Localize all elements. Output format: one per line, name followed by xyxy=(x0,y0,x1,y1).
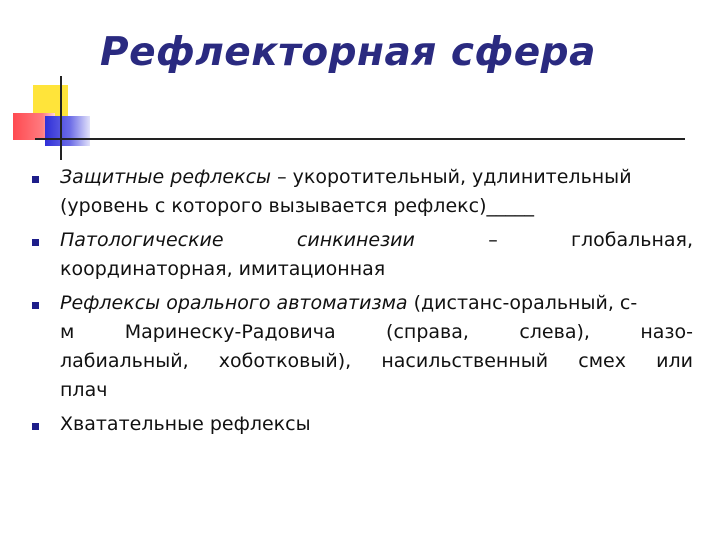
item-word: глобальная, xyxy=(571,229,693,251)
item-word: м xyxy=(60,321,75,343)
item-line xyxy=(60,163,693,192)
item-word: назо- xyxy=(640,321,693,343)
list-item xyxy=(28,226,693,284)
square-bullet-icon xyxy=(32,239,39,246)
item-word: – xyxy=(488,229,498,251)
item-term: Защитные рефлексы xyxy=(60,166,272,188)
item-line: координаторная, имитационная xyxy=(60,258,386,280)
item-line xyxy=(60,347,693,376)
item-line: плач xyxy=(60,379,108,401)
item-word: синкинезии xyxy=(296,229,415,251)
item-word: (справа, xyxy=(386,321,469,343)
item-text: (дистанс-оральный, с- xyxy=(407,292,638,314)
list-item xyxy=(28,289,693,405)
item-line: (уровень с которого вызывается рефлекс)_____ xyxy=(60,195,534,217)
item-line: Хватательные рефлексы xyxy=(60,413,311,435)
square-bullet-icon xyxy=(32,423,39,430)
item-word: слева), xyxy=(519,321,590,343)
item-word: лабиальный, xyxy=(60,350,189,372)
item-line xyxy=(60,289,693,318)
item-line xyxy=(60,318,693,347)
list-item xyxy=(28,163,693,221)
item-word: Патологические xyxy=(60,229,224,251)
item-word: Маринеску-Радовича xyxy=(124,321,336,343)
item-term: Рефлексы орального автоматизма xyxy=(60,292,408,314)
vertical-rule xyxy=(60,76,62,160)
slide-title: Рефлекторная сфера xyxy=(100,30,596,75)
list-item xyxy=(28,410,693,439)
item-word: насильственный xyxy=(381,350,549,372)
square-bullet-icon xyxy=(32,302,39,309)
horizontal-rule xyxy=(35,138,685,140)
item-word: смех xyxy=(578,350,626,372)
bullet-list xyxy=(28,163,693,444)
square-bullet-icon xyxy=(32,176,39,183)
item-word: хоботковый), xyxy=(218,350,352,372)
item-line xyxy=(60,226,693,255)
item-text: – укоротительный, удлинительный xyxy=(271,166,632,188)
item-word: или xyxy=(656,350,693,372)
blue-bar-decoration xyxy=(45,116,90,146)
